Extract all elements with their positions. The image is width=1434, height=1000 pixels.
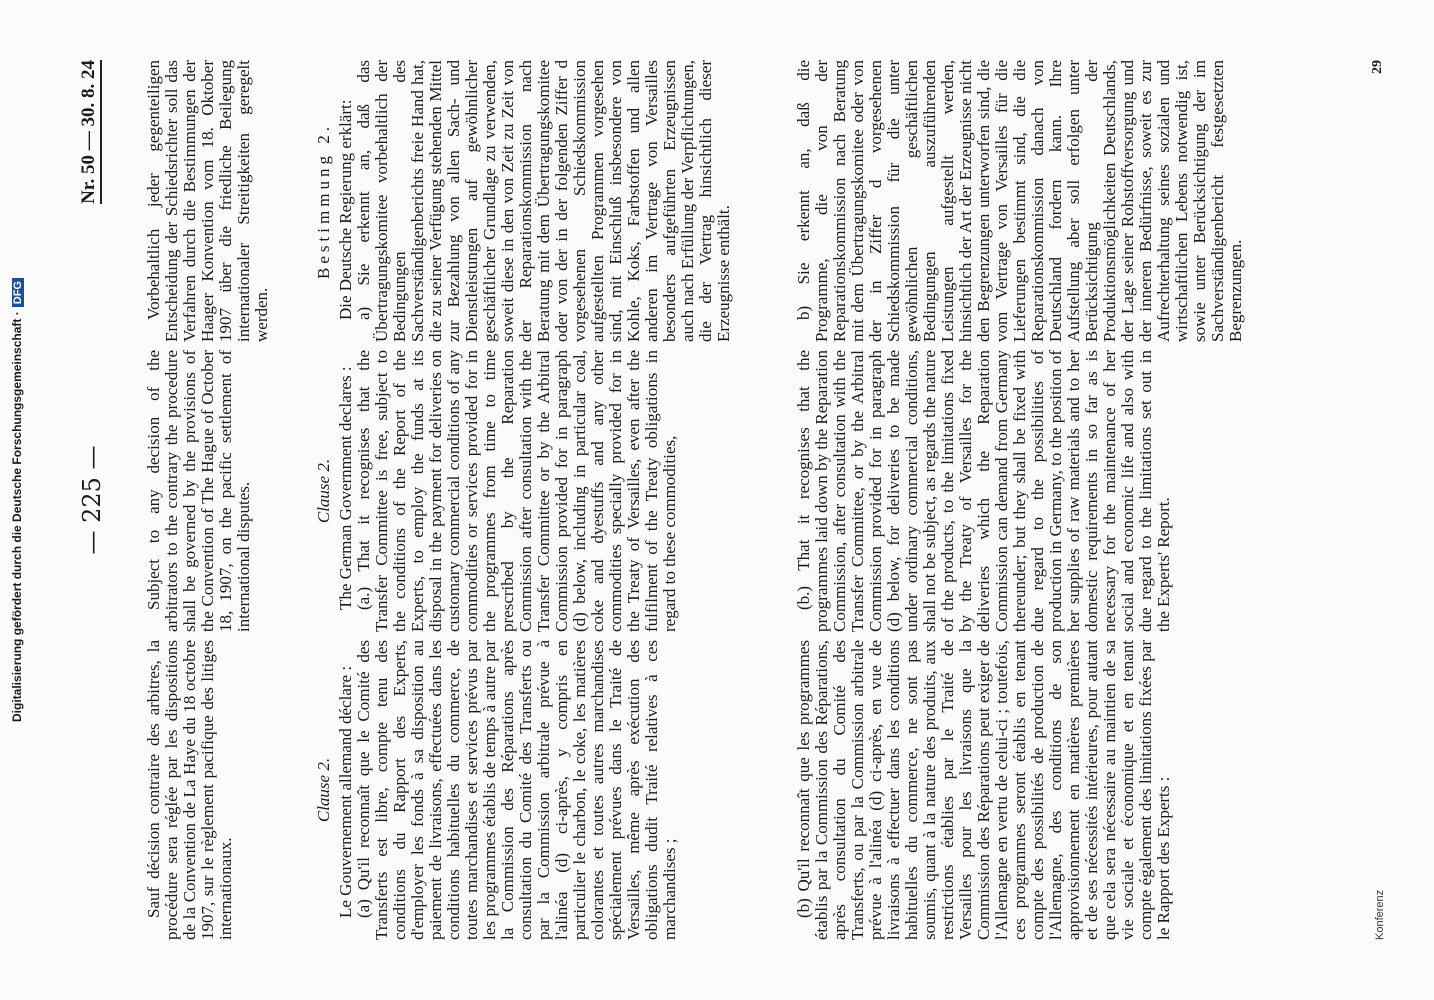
issue-number: Nr. 50 — 30. 8. 24 <box>78 60 102 204</box>
clause-title: Clause 2. <box>314 757 333 823</box>
english-column: Subject to any decision of the arbitrators to the contrary the procedure shall be governed by the provisions of the Convention of The Hague of October 18, 1907, on the pacific settlement of international disputes. <box>144 350 253 632</box>
german-column: Vorbehaltlich jeder gegenteiligen Entscheidung der Schiedsrichter soll das Verfahren durch die Bestimmungen der Haager Konvention vom 18. Oktober 1907 über die friedliche Beilegung internationaler Streitigkeiten geregelt werden. <box>144 60 271 342</box>
english-column: Clause 2. The German Government declares : (a.) That it recognises that the Transfer Committee is free, subject to the conditions of the Report of the Experts, to employ the funds at its disposal in the payment for deliveries on customary commercial conditions of any commodities or services provided for in the programmes from time to time prescribed by the Reparation Commission after consultation with the Transfer Committee or by the Arbitral Commission provided for in paragraph (d) below, including in particular coal, coke and dyestuffs and any other commodities specially provided for in the Treaty of Versailles, even after the fulfilment of the Treaty obligations in regard to these commodities, <box>314 350 679 632</box>
dfg-logo: DFG <box>12 278 24 307</box>
french-column: (b) Qu'il reconnaît que les programmes établis par la Commission des Réparations, après consultation du Comité des Transferts, ou par la Commission arbitrale prévue à l'alinéa (d) ci-après, en vue de livraisons à effectuer dans les conditions habituelles du commerce, ne sont pas soumis, quant à la nature des produits, aux restrictions établies par le Traité de Versailles pour les livraisons que la Commission des Réparations peut exiger de l'Allemagne en vertu de celui-ci ; toutefois, ces programmes seront établis en tenant compte des possibilités de production de l'Allemagne, des conditions de son approvisionnement en matières premières et de ses nécessités intérieures, pour autant que cela sera nécessaire au maintien de sa vie sociale et économique et en tenant compte également des limitations fixées par le Rapport des Experts : <box>794 640 1173 940</box>
german-column: b) Sie erkennt an, daß die Programme, die von der Reparationskommission nach Beratung mit dem Übertragungskomitee oder von der in Ziffer d vorgesehenen Schiedskommission für die unter gewöhnlichen geschäftlichen Bedingungen auszuführenden Leistungen aufgestellt werden, hinsichtlich der Art der Erzeugnisse nicht den Begrenzungen unterworfen sind, die vom Vertrage von Versailles für die Lieferungen bestimmt sind, die die Reparationskommission danach von Deutschland fordern kann. Ihre Aufstellung aber soll erfolgen unter Berücksichtigung der Produktionsmöglichkeiten Deutschlands, der Lage seiner Rohstoffversorgung und der inneren Bedürfnisse, soweit es zur Aufrechterhaltung seines sozialen und wirtschaftlichen Lebens notwendig ist, sowie unter Berücksichtigung der im Sachverständigenbericht festgesetzten Begrenzungen. <box>794 60 1245 342</box>
footer-label: Konferenz <box>1374 889 1386 940</box>
page-number: — 225 — <box>78 445 106 555</box>
english-column: (b.) That it recognises that the programmes laid down by the Reparation Commission, after consultation with the Transfer Committee, or by the Arbitral Commission provided for in paragraph (d) below, for deliveries to be made under ordinary commercial conditions, shall not be subject, as regards the nature of the products, to the limitations fixed by the Treaty of Versailles for the deliveries which the Reparation Commission can demand from Germany thereunder; but they shall be fixed with due regard to the possibilities of production in Germany, to the position of her supplies of raw materials and to her domestic requirements in so far as is necessary for the maintenance of her social and economic life and also with due regard to the limitations set out in the Experts' Report. <box>794 350 1173 632</box>
clause-title: Clause 2. <box>314 458 333 524</box>
page-header <box>78 60 118 940</box>
funding-watermark <box>10 0 24 1000</box>
french-column: Clause 2. Le Gouvernement allemand déclare : (a) Qu'il reconnaît que le Comité des Transferts est libre, compte tenu des conditions du Rapport des Experts, d'employer les fonds à sa disposition au paiement de livraisons, effectuées dans les conditions habituelles du commerce, de toutes marchandises et services prévus par les programmes établis de temps à autre par la Commission des Réparations après consultation du Comité des Transferts ou par la Commission arbitrale prévue à l'alinéa (d) ci-après, y compris en particulier le charbon, le coke, les matières colorantes et toutes autres marchandises spécialement prévues dans le Traité de Versailles, même après exécution des obligations dudit Traité relatives à ces marchandises ; <box>314 640 679 940</box>
watermark-text: Digitalisierung gefördert durch die Deutsche Forschungsgemeinschaft · <box>10 311 24 722</box>
folio-number: 29 <box>1370 60 1385 74</box>
german-column: Bestimmung 2. Die Deutsche Regierung erklärt: a) Sie erkennt an, daß das Übertragungskomitee vorbehaltlich der Bedingungen des Sachverständigenberichts freie Hand hat, die zu seiner Verfügung stehenden Mittel zur Bezahlung von allen Sach- und Dienstleistungen auf gewöhnlicher geschäftlicher Grundlage zu verwenden, soweit diese in den von Zeit zu Zeit von der Reparationskommission nach Beratung mit dem Übertragungskomitee oder von der in der folgenden Ziffer d vorgesehenen Schiedskommission aufgestellten Programmen vorgesehen sind, mit Einschluß insbesondere von Kohle, Koks, Farbstoffen und allen anderen im Vertrage von Versailles besonders aufgeführten Erzeugnissen auch nach Erfüllung der Verpflichtungen, die der Vertrag hinsichtlich dieser Erzeugnisse enthält. <box>314 60 733 342</box>
french-column: Sauf décision contraire des arbitres, la procédure sera réglée par les dispositions de la Convention de La Haye du 18 octobre 1907, sur le règlement pacifique des litiges internationaux. <box>144 640 235 940</box>
clause-title: Bestimmung 2. <box>314 123 333 279</box>
